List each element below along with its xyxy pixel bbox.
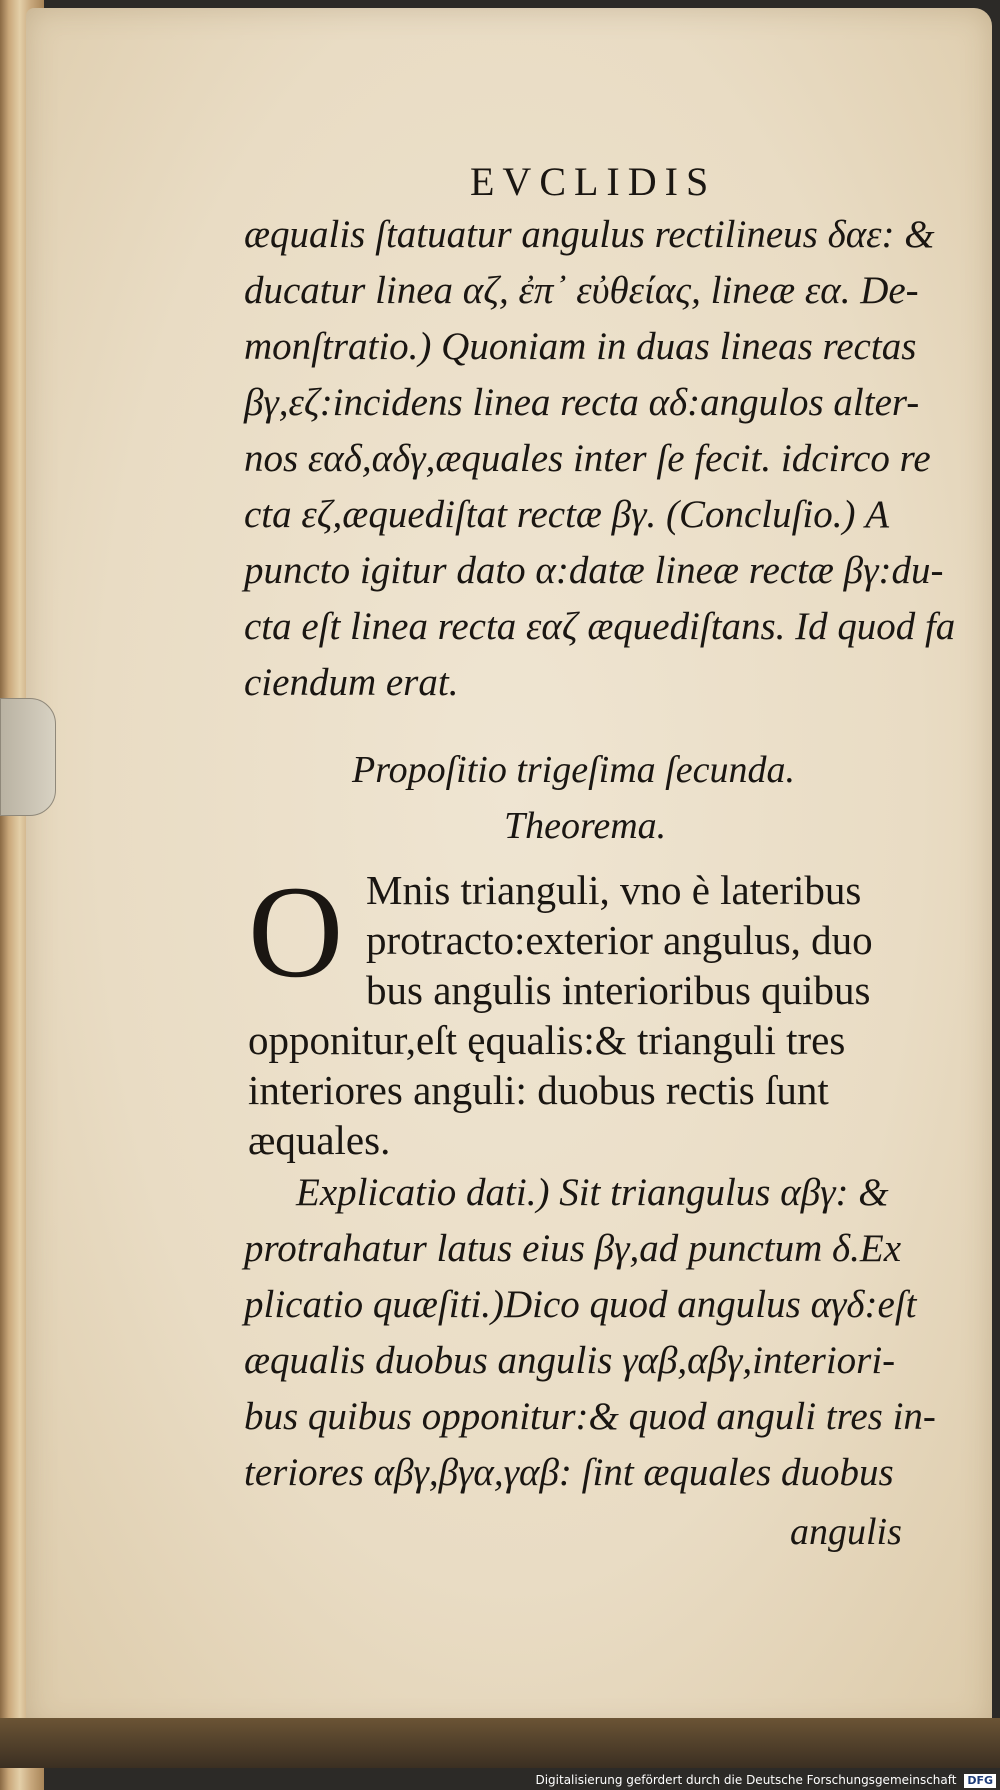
theorem-line: bus angulis interioribus quibus xyxy=(366,967,871,1013)
body-line: nos εαδ,αδγ,æquales inter ſe fecit. idcirco re xyxy=(244,437,931,480)
body-line: ciendum erat. xyxy=(244,661,459,704)
credit-text: Digitalisierung gefördert durch die Deutsche Forschungsgemeinschaft xyxy=(535,1773,957,1787)
theorem-line: opponitur,eſt ęqualis:& trianguli tres xyxy=(248,1017,846,1063)
body-line: βγ,εζ:incidens linea recta αδ:angulos alter- xyxy=(244,381,920,424)
explicatio-line: protrahatur latus eius βγ,ad punctum δ.Ex xyxy=(244,1227,902,1270)
drop-cap-initial: O xyxy=(248,858,344,1005)
explicatio-line: æqualis duobus angulis γαβ,αβγ,interiori- xyxy=(244,1339,896,1382)
theorem-line: æquales. xyxy=(248,1117,391,1163)
digitization-credit xyxy=(535,1770,996,1790)
explicatio-line: Explicatio dati.) Sit triangulus αβγ: & xyxy=(296,1171,889,1214)
body-line: æqualis ſtatuatur angulus rectilineus δαε: & xyxy=(244,213,935,256)
body-line: cta εζ,æquediſtat rectæ βγ. (Concluſio.) A xyxy=(244,493,890,536)
explicatio-line: teriores αβγ,βγα,γαβ: ſint æquales duobus xyxy=(244,1451,894,1494)
running-head: EVCLIDIS xyxy=(470,159,717,204)
body-line: puncto igitur dato α:datæ lineæ rectæ βγ:du- xyxy=(244,549,944,592)
body-line: monſtratio.) Quoniam in duas lineas rectas xyxy=(244,325,917,368)
theorem-line: protracto:exterior angulus, duo xyxy=(366,917,873,963)
body-line: cta eſt linea recta εαζ æquediſtans. Id quod fa xyxy=(244,605,956,648)
body-line: ducatur linea αζ, ἐπ᾽ εὐθείας, lineæ εα. De- xyxy=(244,269,919,312)
explicatio-line: plicatio quæſiti.)Dico quod angulus αγδ:eſt xyxy=(244,1283,917,1326)
catchword: angulis xyxy=(790,1511,902,1553)
dfg-logo: DFG xyxy=(964,1774,996,1788)
theorem-line: interiores anguli: duobus rectis ſunt xyxy=(248,1067,829,1113)
theorem-label: Theorema. xyxy=(504,805,667,847)
theorem-line: Mnis trianguli, vno è lateribus xyxy=(366,867,862,913)
proposition-title: Propoſitio trigeſima ſecunda. xyxy=(352,749,795,791)
explicatio-line: bus quibus opponitur:& quod anguli tres in- xyxy=(244,1395,936,1438)
